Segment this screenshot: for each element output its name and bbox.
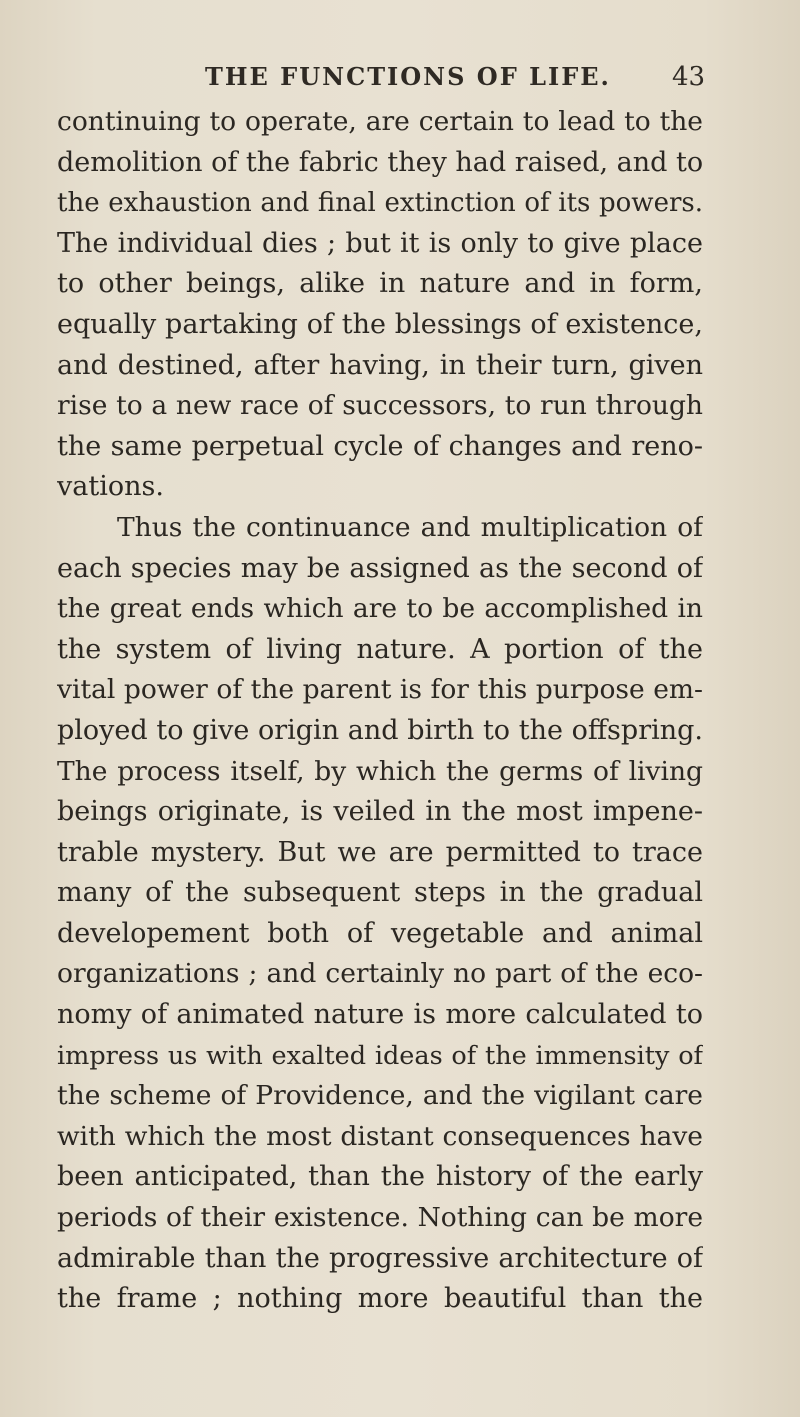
- body-text: [57, 102, 703, 1320]
- text-line: vations.: [57, 471, 164, 503]
- text-line: impress us with exalted ideas of the immensity of: [57, 1040, 703, 1071]
- text-line: rise to a new race of successors, to run through: [57, 390, 703, 422]
- text-line: continuing to operate, are certain to lead to the: [57, 106, 703, 137]
- text-line: and destined, after having, in their turn, given: [57, 349, 703, 381]
- text-line: developement both of vegetable and animal: [57, 917, 703, 949]
- text-line: many of the subsequent steps in the gradual: [57, 877, 703, 909]
- page-number: 43: [672, 62, 706, 92]
- text-line: the system of living nature. A portion of the: [57, 633, 703, 665]
- text-line: with which the most distant consequences have: [57, 1120, 703, 1152]
- text-line: to other beings, alike in nature and in form,: [57, 268, 703, 300]
- text-line: vital power of the parent is for this purpose em-: [57, 674, 703, 706]
- text-line: the scheme of Providence, and the vigilant care: [57, 1080, 703, 1112]
- text-line: demolition of the fabric they had raised, and to: [57, 146, 703, 178]
- text-line: Thus the continuance and multiplication of: [117, 511, 703, 543]
- text-line: ployed to give origin and birth to the offspring.: [57, 714, 703, 746]
- text-line: the exhaustion and final extinction of its powers.: [57, 188, 703, 219]
- running-title: THE FUNCTIONS OF LIFE.: [205, 62, 611, 91]
- text-line: admirable than the progressive architecture of: [57, 1242, 703, 1274]
- text-line: the same perpetual cycle of changes and reno-: [57, 430, 703, 462]
- text-line: beings originate, is veiled in the most impene-: [57, 796, 703, 828]
- text-line: periods of their existence. Nothing can be more: [57, 1202, 703, 1234]
- text-line: each species may be assigned as the second of: [57, 552, 703, 584]
- running-head: [0, 60, 800, 94]
- text-line: the frame ; nothing more beautiful than the: [57, 1283, 703, 1315]
- text-line: the great ends which are to be accomplished in: [57, 593, 703, 625]
- text-line: The process itself, by which the germs of living: [57, 755, 703, 787]
- text-line: equally partaking of the blessings of existence,: [57, 308, 703, 340]
- text-line: been anticipated, than the history of the early: [57, 1161, 703, 1193]
- text-line: The individual dies ; but it is only to give place: [57, 227, 703, 259]
- text-line: nomy of animated nature is more calculated to: [57, 999, 703, 1031]
- text-line: organizations ; and certainly no part of the eco-: [57, 958, 703, 990]
- text-line: trable mystery. But we are permitted to trace: [57, 836, 703, 868]
